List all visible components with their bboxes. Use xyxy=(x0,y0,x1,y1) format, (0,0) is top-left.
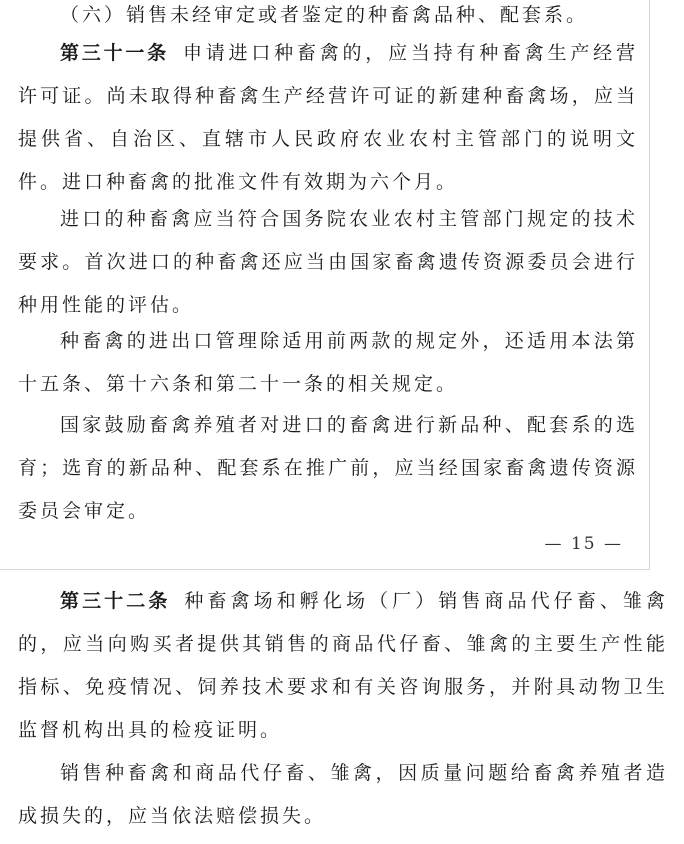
article-31-paragraph xyxy=(18,32,638,204)
document-page-16 xyxy=(0,576,684,844)
article-32-text: 种畜禽场和孵化场（厂）销售商品代仔畜、雏禽的，应当向购买者提供其销售的商品代仔畜、雏禽的主要生产性能指标、免疫情况、饲养技术要求和有关咨询服务，并附具动物卫生监督机构出具的检疫证明。 xyxy=(18,590,668,741)
article-31-title: 第三十一条 xyxy=(60,42,169,64)
article-31-text: 申请进口种畜禽的，应当持有种畜禽生产经营许可证。尚未取得种畜禽生产经营许可证的新建种畜禽场，应当提供省、自治区、直辖市人民政府农业农村主管部门的说明文件。进口种畜禽的批准文件有效期为六个月。 xyxy=(18,42,638,193)
page-number: — 15 — xyxy=(544,534,623,554)
article-31-paragraph-3: 种畜禽的进出口管理除适用前两款的规定外，还适用本法第十五条、第十六条和第二十一条的相关规定。 xyxy=(18,330,638,395)
article-32-paragraph-2: 销售种畜禽和商品代仔畜、雏禽，因质量问题给畜禽养殖者造成损失的，应当依法赔偿损失。 xyxy=(18,762,668,827)
item-six-text: （六）销售未经审定或者鉴定的种畜禽品种、配套系。 xyxy=(60,4,589,26)
article-31-paragraph-2: 进口的种畜禽应当符合国务院农业农村主管部门规定的技术要求。首次进口的种畜禽还应当由国家畜禽遗传资源委员会进行种用性能的评估。 xyxy=(18,208,638,316)
article-32-paragraph xyxy=(18,580,668,752)
article-31-paragraph-4: 国家鼓励畜禽养殖者对进口的畜禽进行新品种、配套系的选育；选育的新品种、配套系在推广前，应当经国家畜禽遗传资源委员会审定。 xyxy=(18,414,638,522)
article-32-title: 第三十二条 xyxy=(60,590,171,612)
